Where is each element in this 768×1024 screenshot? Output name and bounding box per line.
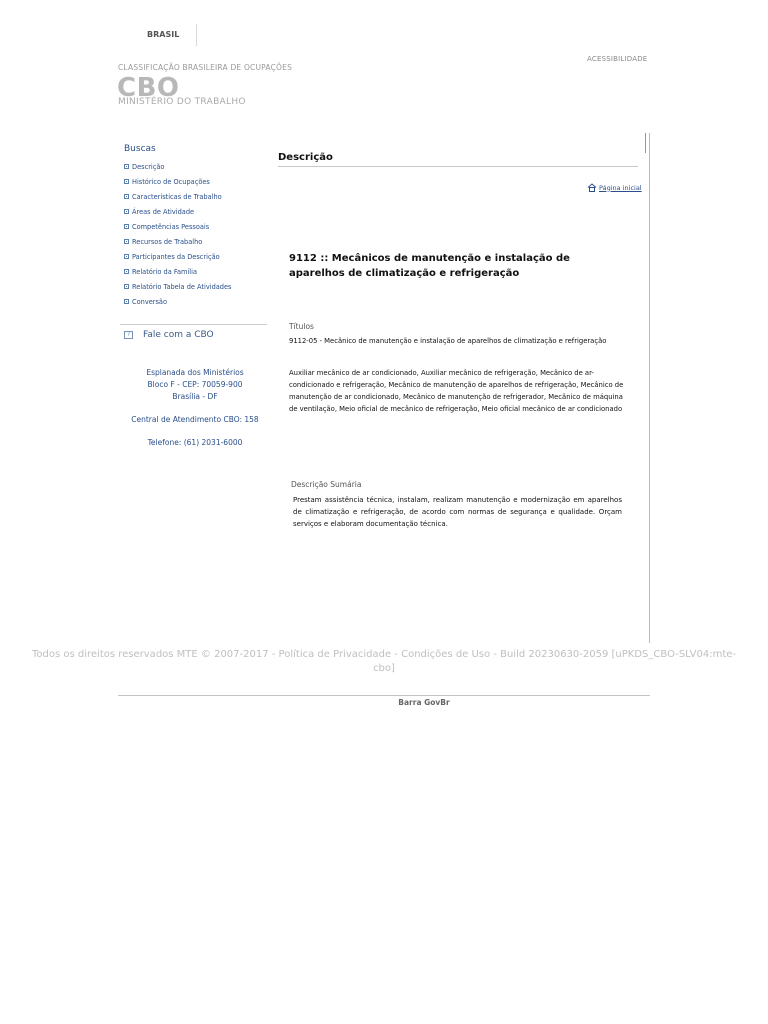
sidebar-item-label: Conversão	[132, 297, 167, 306]
sidebar-heading: Buscas	[124, 144, 156, 154]
titles-label: Títulos	[289, 322, 314, 331]
sidebar-nav	[124, 159, 231, 309]
titles-aliases: Auxiliar mecânico de ar condicionado, Auxiliar mecânico de refrigeração, Mecânico de ar-condicionado e refrigeração, Mecânico de manutenção de aparelhos de refrigeração, Mecânico de manutenção de ar condicionado, Mecânico de manutenção de refrigerador, Mecânico de máquina de ventilação, Meio oficial de mecânico de refrigeração, Meio oficial mecânico de ar condicionado	[289, 369, 624, 413]
bullet-icon	[124, 179, 129, 184]
bullet-icon	[124, 269, 129, 274]
occupation-heading: 9112 :: Mecânicos de manutenção e instalação de aparelhos de climatização e refrigeração	[289, 253, 570, 279]
sidebar-item-conversao[interactable]	[124, 294, 231, 309]
address-line: Esplanada dos Ministérios	[146, 368, 244, 377]
sidebar-item-relatorio-atividades[interactable]	[124, 279, 231, 294]
sidebar-item-label: Competências Pessoais	[132, 222, 210, 231]
summary-label: Descrição Sumária	[291, 480, 362, 489]
fale-com-cbo-link[interactable]: Fale com a CBO	[143, 330, 214, 340]
sidebar-item-participantes[interactable]	[124, 249, 231, 264]
sidebar-item-recursos[interactable]	[124, 234, 231, 249]
sidebar-item-label: Características de Trabalho	[132, 192, 222, 201]
central-atendimento: Central de Atendimento CBO: 158	[131, 415, 259, 424]
content-divider	[649, 133, 650, 643]
title-divider	[278, 166, 638, 167]
page-title: Descrição	[278, 152, 333, 163]
bullet-icon	[124, 284, 129, 289]
summary-text: Prestam assistência técnica, instalam, realizam manutenção e modernização em aparelhos de climatização e refrigeração, de acordo com normas de segurança e qualidade. Orçam serviços e elaboram documentação técnica.	[293, 496, 622, 528]
sidebar-item-label: Relatório Tabela de Atividades	[132, 282, 232, 291]
content-divider	[645, 133, 646, 153]
bullet-icon	[124, 194, 129, 199]
address-line: Brasília - DF	[172, 392, 218, 401]
sidebar-item-relatorio-familia[interactable]	[124, 264, 231, 279]
barra-govbr[interactable]: Barra GovBr	[398, 698, 450, 707]
ministry-name: MINISTÉRIO DO TRABALHO	[118, 97, 246, 107]
pagina-inicial-link[interactable]	[587, 183, 642, 192]
sidebar-item-areas[interactable]	[124, 204, 231, 219]
bullet-icon	[124, 239, 129, 244]
home-icon	[587, 183, 597, 192]
sidebar-item-label: Recursos de Trabalho	[132, 237, 203, 246]
acessibilidade-link[interactable]: ACESSIBILIDADE	[587, 55, 648, 63]
home-link-label: Página inicial	[599, 183, 642, 192]
bullet-icon	[124, 224, 129, 229]
header-subtitle: CLASSIFICAÇÃO BRASILEIRA DE OCUPAÇÕES	[118, 63, 293, 72]
footer-copyright: Todos os direitos reservados MTE © 2007-2017 - Política de Privacidade - Condições de Uso - Build 20230630-2059 [uPKDS_CBO-SLV04:mte-cbo]	[31, 649, 736, 674]
bullet-icon	[124, 254, 129, 259]
sidebar-item-label: Relatório da Família	[132, 267, 198, 276]
topbar-divider	[196, 24, 197, 46]
bullet-icon	[124, 209, 129, 214]
sidebar-divider	[120, 324, 267, 325]
sidebar-item-caracteristicas[interactable]	[124, 189, 231, 204]
bullet-icon	[124, 299, 129, 304]
phone-number: Telefone: (61) 2031-6000	[147, 438, 243, 447]
cbo-logo[interactable]: CBO	[117, 73, 180, 103]
sidebar-item-competencias[interactable]	[124, 219, 231, 234]
sidebar-item-label: Descrição	[132, 162, 165, 171]
sidebar-item-historico[interactable]	[124, 174, 231, 189]
footer-divider	[118, 695, 650, 696]
sidebar-item-label: Histórico de Ocupações	[132, 177, 210, 186]
sidebar-item-descricao[interactable]	[124, 159, 231, 174]
chat-icon[interactable]: ?	[124, 331, 133, 339]
sidebar-item-label: Áreas de Atividade	[132, 207, 195, 216]
brasil-link[interactable]: BRASIL	[147, 30, 180, 39]
titles-main: 9112-05 - Mecânico de manutenção e instalação de aparelhos de climatização e refrigeração	[289, 337, 607, 345]
bullet-icon	[124, 164, 129, 169]
address-line: Bloco F - CEP: 70059-900	[147, 380, 243, 389]
sidebar-item-label: Participantes da Descrição	[132, 252, 220, 261]
